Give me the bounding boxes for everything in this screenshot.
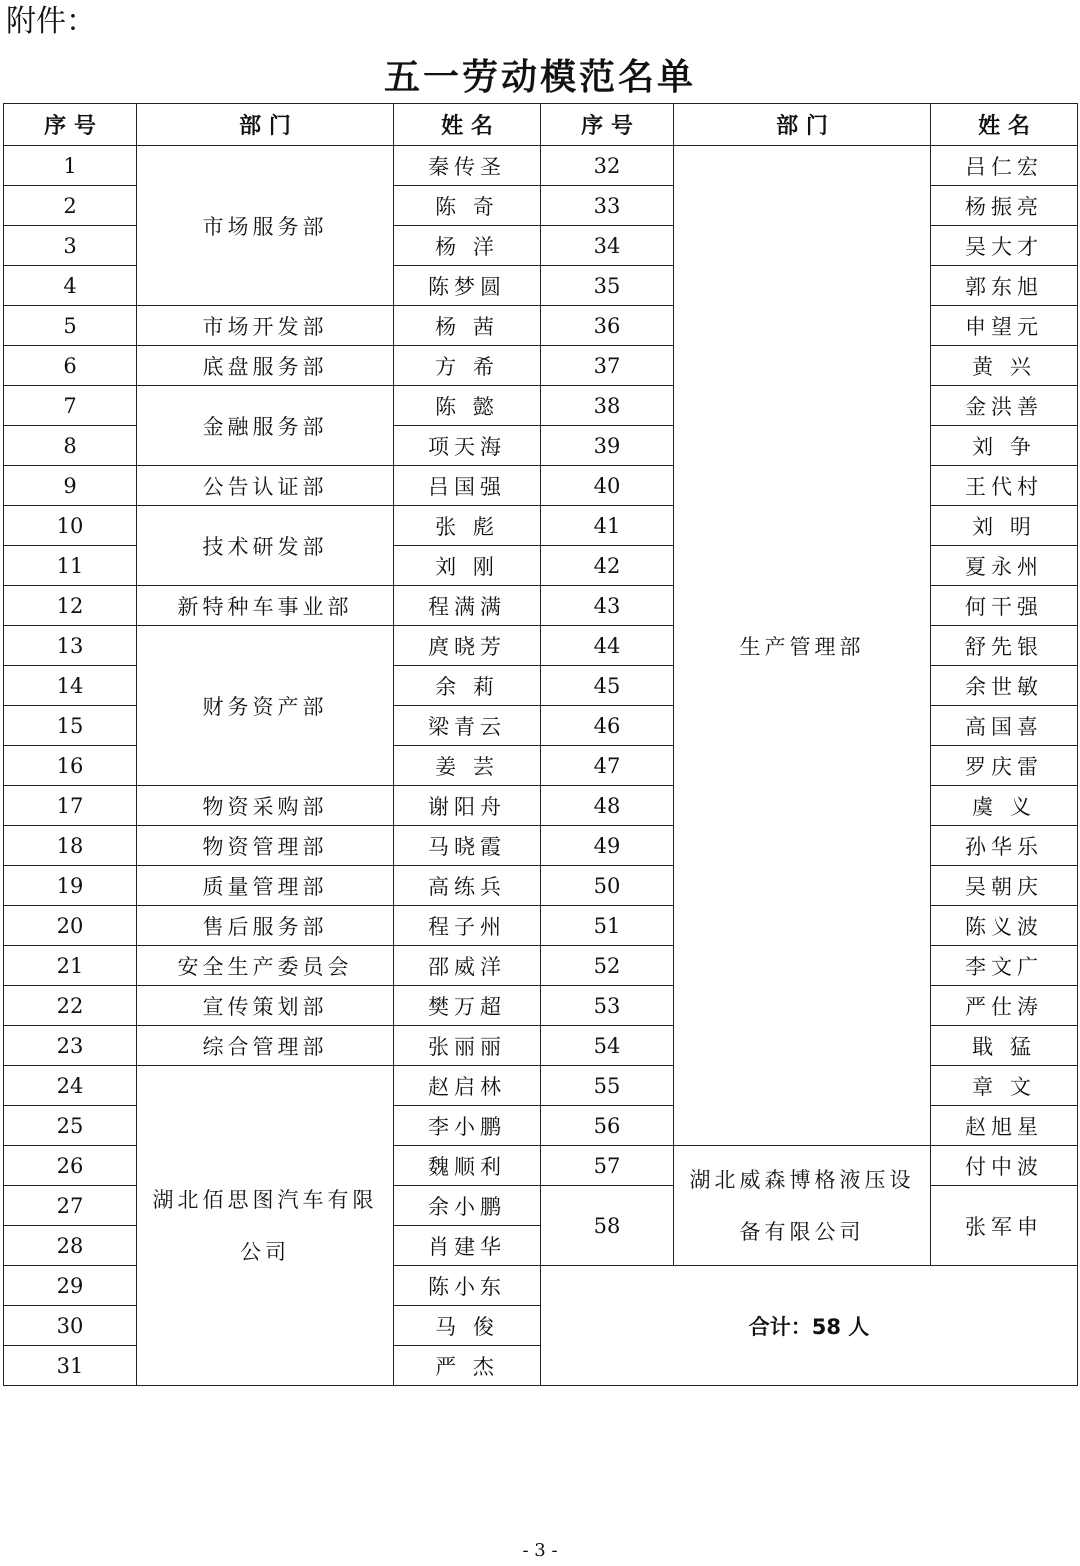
- right-seq: 42: [541, 546, 674, 586]
- right-seq: 32: [541, 146, 674, 186]
- left-name: 杨 茜: [394, 306, 541, 346]
- left-name: 余小鹏: [394, 1186, 541, 1226]
- dept-tech-rd: 技术研发部: [137, 506, 394, 586]
- right-seq: 52: [541, 946, 674, 986]
- left-seq: 30: [4, 1306, 137, 1346]
- dept-notice-cert: 公告认证部: [137, 466, 394, 506]
- left-seq: 26: [4, 1146, 137, 1186]
- dept-hubei-weisen: 湖北威森博格液压设备有限公司: [674, 1146, 931, 1266]
- left-seq: 19: [4, 866, 137, 906]
- dept-chassis-service: 底盘服务部: [137, 346, 394, 386]
- right-seq: 48: [541, 786, 674, 826]
- right-seq: 33: [541, 186, 674, 226]
- right-name: 刘 明: [931, 506, 1078, 546]
- left-seq: 31: [4, 1346, 137, 1386]
- left-name: 刘 刚: [394, 546, 541, 586]
- left-seq: 3: [4, 226, 137, 266]
- left-seq: 6: [4, 346, 137, 386]
- right-name: 陈义波: [931, 906, 1078, 946]
- right-name: 余世敏: [931, 666, 1078, 706]
- left-name: 杨 洋: [394, 226, 541, 266]
- left-name: 高练兵: [394, 866, 541, 906]
- dept-quality-mgmt: 质量管理部: [137, 866, 394, 906]
- right-seq: 51: [541, 906, 674, 946]
- right-name: 孙华乐: [931, 826, 1078, 866]
- header-dept-right: 部 门: [674, 104, 931, 146]
- left-name: 赵启林: [394, 1066, 541, 1106]
- dept-market-dev: 市场开发部: [137, 306, 394, 346]
- left-name: 肖建华: [394, 1226, 541, 1266]
- left-seq: 4: [4, 266, 137, 306]
- dept-safety-committee: 安全生产委员会: [137, 946, 394, 986]
- left-name: 梁青云: [394, 706, 541, 746]
- left-seq: 13: [4, 626, 137, 666]
- right-name: 高国喜: [931, 706, 1078, 746]
- left-name: 庹晓芳: [394, 626, 541, 666]
- left-name: 马晓霞: [394, 826, 541, 866]
- right-seq: 50: [541, 866, 674, 906]
- left-name: 魏顺利: [394, 1146, 541, 1186]
- left-name: 张 彪: [394, 506, 541, 546]
- right-seq: 35: [541, 266, 674, 306]
- left-seq: 11: [4, 546, 137, 586]
- dept-finance-service: 金融服务部: [137, 386, 394, 466]
- left-seq: 9: [4, 466, 137, 506]
- right-name: 申望元: [931, 306, 1078, 346]
- right-name: 赵旭星: [931, 1106, 1078, 1146]
- left-seq: 23: [4, 1026, 137, 1066]
- left-seq: 8: [4, 426, 137, 466]
- left-name: 谢阳舟: [394, 786, 541, 826]
- right-name: 吴大才: [931, 226, 1078, 266]
- left-name: 吕国强: [394, 466, 541, 506]
- right-seq: 39: [541, 426, 674, 466]
- right-name: 何干强: [931, 586, 1078, 626]
- left-name: 程满满: [394, 586, 541, 626]
- page-title: 五一劳动模范名单: [383, 57, 696, 98]
- left-seq: 29: [4, 1266, 137, 1306]
- left-seq: 15: [4, 706, 137, 746]
- left-name: 严 杰: [394, 1346, 541, 1386]
- left-name: 李小鹏: [394, 1106, 541, 1146]
- right-seq: 40: [541, 466, 674, 506]
- right-name: 虞 义: [931, 786, 1078, 826]
- right-name: 章 文: [931, 1066, 1078, 1106]
- right-seq: 44: [541, 626, 674, 666]
- left-seq: 21: [4, 946, 137, 986]
- attachment-label: 附件：: [6, 4, 96, 39]
- right-seq: 38: [541, 386, 674, 426]
- right-seq: 34: [541, 226, 674, 266]
- right-name: 吕仁宏: [931, 146, 1078, 186]
- right-name: 吴朝庆: [931, 866, 1078, 906]
- right-name: 夏永州: [931, 546, 1078, 586]
- left-name: 陈 懿: [394, 386, 541, 426]
- table-header-row: [4, 104, 1078, 146]
- left-name: 邵威洋: [394, 946, 541, 986]
- left-name: 马 俊: [394, 1306, 541, 1346]
- right-seq: 58: [541, 1186, 674, 1266]
- right-seq: 53: [541, 986, 674, 1026]
- left-name: 陈小东: [394, 1266, 541, 1306]
- right-name: 黄 兴: [931, 346, 1078, 386]
- dept-hubei-baisitu: 湖北佰思图汽车有限公司: [137, 1066, 394, 1386]
- left-name: 樊万超: [394, 986, 541, 1026]
- header-seq-right: 序 号: [541, 104, 674, 146]
- left-seq: 25: [4, 1106, 137, 1146]
- left-seq: 18: [4, 826, 137, 866]
- left-seq: 20: [4, 906, 137, 946]
- dept-procurement: 物资采购部: [137, 786, 394, 826]
- right-seq: 41: [541, 506, 674, 546]
- header-name-left: 姓 名: [394, 104, 541, 146]
- right-seq: 36: [541, 306, 674, 346]
- dept-materials-mgmt: 物资管理部: [137, 826, 394, 866]
- left-seq: 17: [4, 786, 137, 826]
- left-name: 程子州: [394, 906, 541, 946]
- right-name: 金洪善: [931, 386, 1078, 426]
- dept-finance-assets: 财务资产部: [137, 626, 394, 786]
- left-seq: 2: [4, 186, 137, 226]
- right-seq: 57: [541, 1146, 674, 1186]
- left-seq: 27: [4, 1186, 137, 1226]
- right-seq: 49: [541, 826, 674, 866]
- left-name: 项天海: [394, 426, 541, 466]
- right-name: 戢 猛: [931, 1026, 1078, 1066]
- right-seq: 37: [541, 346, 674, 386]
- right-seq: 47: [541, 746, 674, 786]
- left-name: 秦传圣: [394, 146, 541, 186]
- left-name: 陈 奇: [394, 186, 541, 226]
- left-seq: 5: [4, 306, 137, 346]
- total-count: 合计：58 人: [541, 1266, 1078, 1386]
- left-seq: 12: [4, 586, 137, 626]
- right-name: 张军申: [931, 1186, 1078, 1266]
- left-seq: 16: [4, 746, 137, 786]
- left-name: 余 莉: [394, 666, 541, 706]
- right-seq: 43: [541, 586, 674, 626]
- right-name: 舒先银: [931, 626, 1078, 666]
- right-seq: 54: [541, 1026, 674, 1066]
- right-name: 付中波: [931, 1146, 1078, 1186]
- right-seq: 46: [541, 706, 674, 746]
- left-seq: 24: [4, 1066, 137, 1106]
- right-name: 李文广: [931, 946, 1078, 986]
- left-name: 张丽丽: [394, 1026, 541, 1066]
- dept-production-mgmt: 生产管理部: [674, 146, 931, 1146]
- right-name: 严仕涛: [931, 986, 1078, 1026]
- left-name: 方 希: [394, 346, 541, 386]
- header-dept-left: 部 门: [137, 104, 394, 146]
- model-workers-table: [3, 103, 1078, 1386]
- right-seq: 55: [541, 1066, 674, 1106]
- header-name-right: 姓 名: [931, 104, 1078, 146]
- left-seq: 1: [4, 146, 137, 186]
- left-name: 姜 芸: [394, 746, 541, 786]
- dept-publicity: 宣传策划部: [137, 986, 394, 1026]
- right-seq: 56: [541, 1106, 674, 1146]
- header-seq-left: 序 号: [4, 104, 137, 146]
- page-number: - 3 -: [522, 1540, 558, 1561]
- left-seq: 28: [4, 1226, 137, 1266]
- right-name: 罗庆雷: [931, 746, 1078, 786]
- dept-market-service: 市场服务部: [137, 146, 394, 306]
- right-name: 杨振亮: [931, 186, 1078, 226]
- left-seq: 22: [4, 986, 137, 1026]
- left-seq: 7: [4, 386, 137, 426]
- right-name: 郭东旭: [931, 266, 1078, 306]
- table-row: [4, 146, 1078, 186]
- dept-after-sales: 售后服务部: [137, 906, 394, 946]
- dept-general-mgmt: 综合管理部: [137, 1026, 394, 1066]
- right-name: 王代村: [931, 466, 1078, 506]
- dept-special-vehicle: 新特种车事业部: [137, 586, 394, 626]
- right-seq: 45: [541, 666, 674, 706]
- left-name: 陈梦圆: [394, 266, 541, 306]
- right-name: 刘 争: [931, 426, 1078, 466]
- left-seq: 10: [4, 506, 137, 546]
- left-seq: 14: [4, 666, 137, 706]
